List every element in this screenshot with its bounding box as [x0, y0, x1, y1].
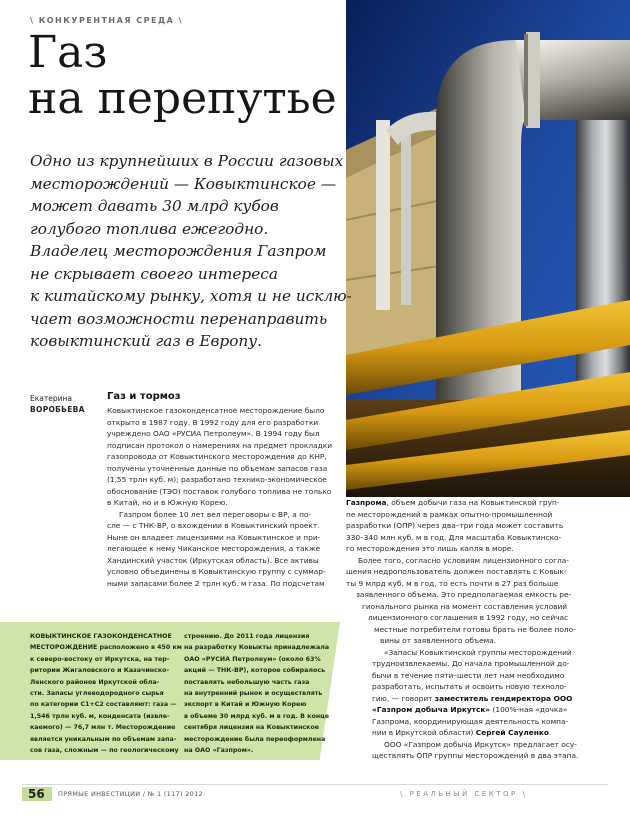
info-line: строению. До 2011 года лицензия: [184, 633, 310, 640]
body-line: «Запасы Ковыктинской группы месторождений: [384, 647, 572, 657]
body-text: нии в Иркутской области): [372, 728, 476, 737]
info-line: по категории С1+С2 составляют: газа —: [30, 701, 177, 709]
lead-line: Владелец месторождения Газпром: [30, 242, 327, 260]
body-line: учреждено ОАО «РУСИА Петролеум». В 1994 году был: [107, 429, 320, 438]
author-last-name: ВОРОБЬЕВА: [30, 405, 85, 414]
body-line: условно объединены в Ковыктинскую группу с суммар-: [107, 567, 326, 576]
page-number-text: 56: [28, 787, 45, 801]
body-line: 330–340 млн куб. м в год. Для масштаба Ковыктинско-: [346, 532, 562, 542]
body-line: Более того, согласно условиям лицензионного согла-: [358, 555, 569, 565]
info-line: МЕСТОРОЖДЕНИЕ расположено в 450 км: [30, 644, 182, 652]
body-line: шения недропользователь должен поставлять с Ковык-: [346, 567, 567, 576]
body-column-2: [346, 497, 608, 762]
lead-line: Одно из крупнейших в России газовых: [30, 152, 344, 170]
body-column-1: [107, 405, 333, 589]
company-name: Газпрома: [346, 498, 387, 507]
lead-line: к китайскому рынку, хотя и не исклю-: [30, 287, 352, 305]
body-line: ными запасами более 2 трлн куб. м газа. По подсчетам: [107, 578, 325, 588]
body-line: разработать, испытать и освоить новую техноло-: [372, 682, 567, 691]
author-first-name: Екатерина: [30, 394, 72, 403]
info-line: ОАО «РУСИА Петролеум» (около 63%: [184, 655, 321, 663]
body-line: открыто в 1987 году. В 1992 году для его разработки: [107, 417, 319, 427]
body-line: газопровода от Ковыктинского месторождения до КНР,: [107, 452, 327, 461]
info-line: каемого) — 76,7 млн т. Месторождение: [30, 724, 176, 732]
body-line: ты 9 млрд куб. м в год, то есть почти в 27 раз больше: [346, 578, 559, 588]
speaker-title: заместитель гендиректора ООО: [434, 693, 573, 703]
info-line: на разработку Ковыкты принадлежала: [184, 644, 330, 652]
lead-line: не скрывает своего интереса: [30, 264, 278, 283]
lead-line: может давать 30 млрд кубов: [30, 197, 279, 215]
lead-paragraph: [30, 150, 360, 353]
pipeline-photo: [346, 0, 630, 497]
footer-divider: [22, 784, 608, 785]
body-line: го месторождения это лишь капля в море.: [346, 544, 514, 553]
section-tag: \ КОНКУРЕНТНАЯ СРЕДА \: [30, 16, 183, 25]
body-line: в Китай, но и в Южную Корею.: [107, 498, 228, 507]
info-line: 1,546 трлн куб. м, конденсата (извле-: [30, 712, 170, 720]
body-line: бычи в течение пяти–шести лет нам необходимо: [372, 670, 565, 680]
body-line: Газпром более 10 лет вел переговоры с ВР, а по-: [119, 509, 312, 519]
body-line: ществлять ОПР группы месторождений в два этапа.: [372, 751, 579, 760]
info-line: Ленского районов Иркутской обла-: [30, 678, 160, 686]
body-line: местные потребители готовы брать не более поло-: [374, 624, 576, 634]
body-line: разработки (ОПР) через два–три года может составить: [346, 521, 564, 530]
body-text: (100%-ная «дочка»: [490, 705, 568, 714]
speaker-name: Сергей Сауленко: [475, 728, 550, 737]
info-line: на ОАО «Газпром».: [184, 747, 254, 755]
body-line: [346, 704, 608, 716]
lead-line: ковыктинский газ в Европу.: [30, 332, 263, 350]
info-line: ритории Жигаловского и Казачинско-: [30, 667, 170, 675]
author-byline: [30, 393, 85, 415]
body-line: трудноизвлекаемы. До начала промышленной до-: [372, 659, 570, 668]
body-line: ООО «Газпром добыча Иркутск» предлагает осу-: [384, 739, 577, 749]
body-line: Ныне он владеет лицензиями на Ковыктинское и при-: [107, 532, 321, 542]
body-line: вины от заявленного объема.: [380, 636, 497, 645]
info-line: КОВЫКТИНСКОЕ ГАЗОКОНДЕНСАТНОЕ: [30, 633, 172, 640]
body-line: легающее к нему Чиканское месторождения, а также: [107, 544, 321, 553]
body-text: .: [549, 728, 552, 737]
body-line: подписан протокол о намерениях на предмет прокладки: [107, 440, 333, 450]
headline-line-1: Газ: [28, 27, 108, 78]
info-line: экспорт в Китай и Южную Корею: [184, 701, 307, 709]
info-line: сентября лицензия на Ковыктинское: [184, 724, 320, 732]
body-line: пе месторождений в рамках опытно-промышленной: [346, 509, 553, 519]
body-line: лицензионного соглашения в 1992 году, но сейчас: [368, 613, 569, 622]
company-name: «Газпром добыча Иркутск»: [372, 705, 491, 714]
body-line: (1,55 трлн куб. м); разработано технико-экономическое: [107, 475, 327, 484]
body-line: [346, 693, 608, 705]
info-line: на внутренний рынок и осуществлять: [184, 690, 323, 698]
body-line: заявленного объема. Это предполагаемая емкость ре-: [356, 590, 572, 599]
pipeline-illustration: [346, 0, 630, 497]
info-line: поставлять небольшую часть газа: [184, 678, 310, 686]
body-line: сле — с ТНК-ВР, о вхождении в Ковыктинский проект.: [107, 521, 320, 530]
footer-section: \ РЕАЛЬНЫЙ СЕКТОР \: [400, 790, 528, 798]
info-line: акций — ТНК-ВР), которое собиралось: [184, 667, 326, 675]
body-line: обоснование (ТЭО) поставок голубого топлива не только: [107, 486, 332, 496]
body-line: Газпрома, координирующая деятельность компа-: [372, 716, 569, 726]
body-line: Ковыктинское газоконденсатное месторождение было: [107, 406, 325, 415]
lead-line: голубого топлива ежегодно.: [30, 219, 269, 238]
info-box-column-2: [184, 631, 329, 756]
magazine-issue: ПРЯМЫЕ ИНВЕСТИЦИИ / № 1 (117) 2012: [58, 790, 203, 798]
headline-line-2: на перепутье: [28, 73, 337, 124]
info-box-column-1: [30, 631, 182, 756]
body-line: Хандинский участок (Иркутская область). Все активы: [107, 555, 319, 565]
info-line: является уникальным по объемам запа-: [30, 735, 177, 743]
body-line: [346, 727, 608, 739]
info-line: к северо-востоку от Иркутска, на тер-: [30, 655, 170, 663]
info-line: сти. Запасы углеводородного сырья: [30, 690, 164, 698]
lead-line: месторождений — Ковыктинское —: [30, 174, 337, 193]
body-line: [346, 497, 608, 509]
info-line: месторождение была переоформлена: [184, 735, 326, 743]
info-line: сов газа, сложным — по геологическому: [30, 747, 179, 755]
body-line: получены уточненные данные по объемам запасов газа: [107, 463, 328, 473]
body-text: , объем добычи газа на Ковыктинской груп-: [386, 498, 560, 507]
article-subhead: Газ и тормоз: [107, 391, 181, 402]
info-line: в объеме 30 млрд куб. м в год. В конце: [184, 712, 330, 720]
body-line: гионального рынка на момент составления условий: [362, 601, 568, 611]
lead-line: чает возможности перенаправить: [30, 309, 328, 328]
headline: [28, 27, 337, 124]
page-number: [22, 787, 52, 801]
body-text: гию, — говорит: [372, 693, 435, 703]
